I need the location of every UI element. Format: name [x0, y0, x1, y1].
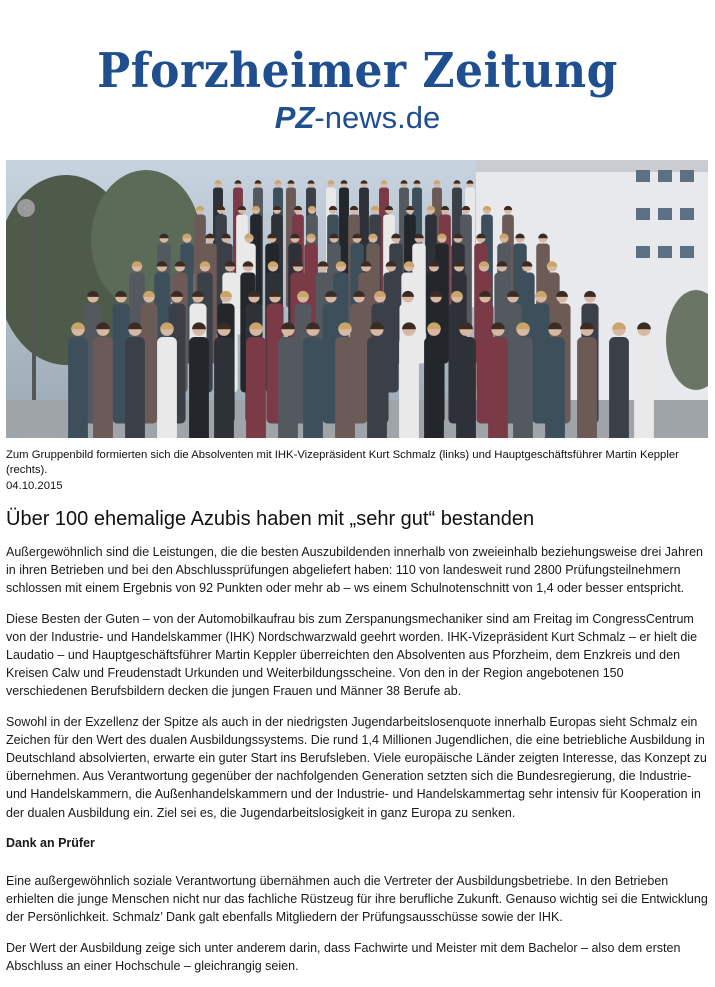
article-paragraph-1: Außergewöhnlich sind die Leistungen, die die besten Auszubildenden innerhalb von zweieinhalb beziehungsweise drei Jahren in ihren Betrieben und bei den Abschlussprüfungen abgeliefert haben: 110 von landesweit rund 2800 Prüfungsteilnehmern schlossen mit einem Ergebnis von 92 Punkten oder mehr ab – ws einem Schulnotenschnitt von 1,4 oder besser entspricht.: [6, 545, 704, 596]
article-body: [6, 543, 708, 987]
article-subheading: Dank an Prüfer: [6, 835, 95, 850]
article-paragraph-4: Eine außergewöhnlich soziale Verantwortung übernähmen auch die Vertreter der Ausbildungsbetriebe. In den Betrieben erhielten die junge Menschen nicht nur das fachliche Rüstzeug für ihre berufliche Zukunft. Genauso wichtig sei die Entwicklung der Persönlichkeit. Schmalz’ Dank galt ebenfalls Mitgliedern der Prüfungsausschüsse sowie der IHK.: [6, 874, 708, 925]
article-headline: Über 100 ehemalige Azubis haben mit „sehr gut“ bestanden: [6, 508, 535, 530]
masthead: [0, 44, 715, 136]
article-paragraph-3: Sowohl in der Exzellenz der Spitze als auch in der niedrigsten Jugendarbeitslosenquote innerhalb Europas sieht Schmalz ein Zeichen für den Wert des dualen Ausbildungssystems. Die rund 1,4 Millionen Jugendlichen, die eine betriebliche Ausbildung in Deutschland absolvierten, erwarte ein guter Start ins Berufsleben. Viele europäische Länder zeigten Interesse, das Konzept zu übernehmen. Aus Verantwortung gegenüber der nachfolgenden Generation setzten sich die Bundesregierung, die Industrie- und Handelskammern, die Außenhandelskammern und der Industrie- und Handelskammertag sehr intensiv für Kooperation in der dualen Ausbildung ein. Ziel sei es, die Jugendarbeitslosigkeit in ganz Europa zu senken.: [6, 714, 707, 820]
article-paragraph-5: Der Wert der Ausbildung zeige sich unter anderem darin, dass Fachwirte und Meister mit dem Bachelor – also dem ersten Abschluss an einer Hochschule – gleichrangig seien.: [6, 940, 681, 973]
website-logo-domain: -news.de: [314, 100, 441, 135]
group-photo-image: [6, 160, 708, 438]
publication-date: 04.10.2015: [6, 480, 63, 492]
article-paragraph-2: Diese Besten der Guten – von der Automobilkaufrau bis zum Zerspanungsmechaniker sind am Freitag im CongressCentrum von der Industrie- und Handelskammer (IHK) Nordschwarzwald geehrt worden. IHK-Vizepräsident Kurt Schmalz – er hielt die Laudatio – und Hauptgeschäftsführer Martin Keppler überreichten den Absolventen aus Pforzheim, dem Enzkreis und den Kreisen Calw und Freudenstadt Urkunden und Weiterbildungsscheine. Von den in der Region angebotenen 150 verschiedenen Berufsbildern decken die jungen Frauen und Männer 38 Berufe ab.: [6, 611, 698, 699]
website-logo-pz: PZ: [274, 100, 315, 135]
website-logo[interactable]: [0, 100, 715, 136]
group-photo: [6, 160, 708, 438]
photo-caption: Zum Gruppenbild formierten sich die Absolventen mit IHK-Vizepräsident Kurt Schmalz (links) und Hauptgeschäftsführer Martin Keppler (rechts).: [6, 449, 679, 476]
newspaper-logo-title: Pforzheimer Zeitung: [97, 43, 618, 99]
